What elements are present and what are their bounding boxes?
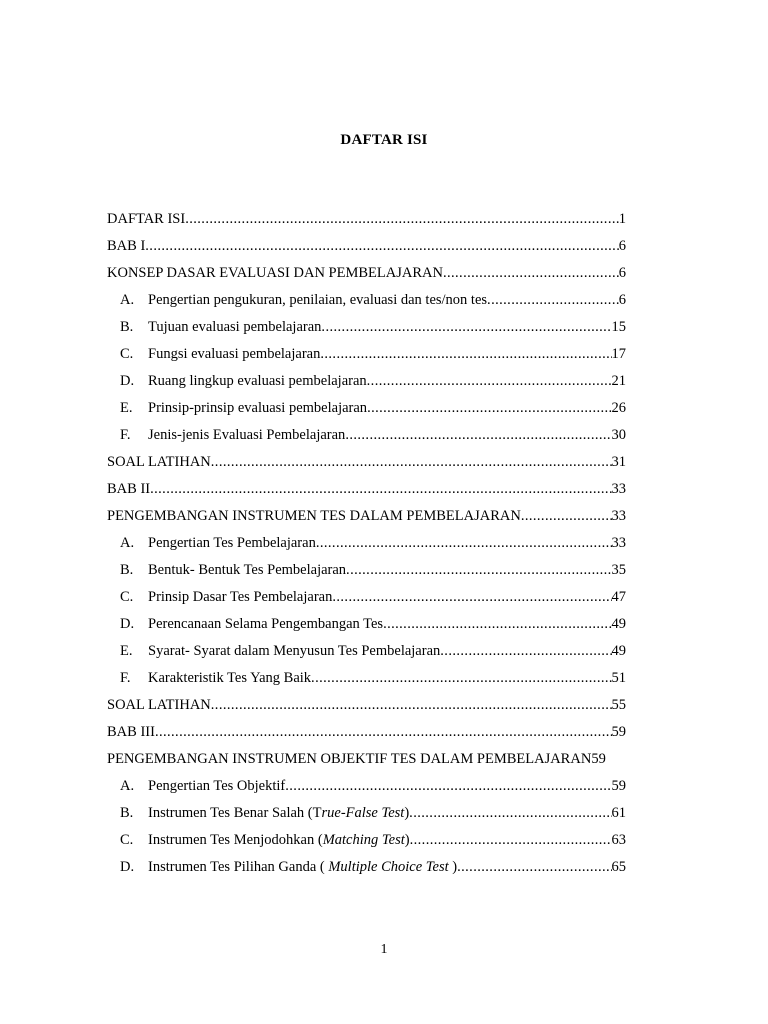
toc-entry-label: [107, 719, 155, 746]
toc-entry-label-italic: Matching Test: [322, 832, 405, 848]
toc-entry[interactable]: [107, 557, 626, 584]
toc-entry-label-text: Jenis-jenis Evaluasi Pembelajaran: [148, 427, 346, 443]
toc-entry[interactable]: [107, 827, 626, 854]
toc-entry-letter: D.: [120, 859, 135, 875]
toc-entry-page: 6: [618, 238, 626, 254]
toc-entry-label: [107, 206, 185, 233]
toc-entry-label: [148, 341, 320, 368]
page-number: 1: [380, 942, 388, 957]
toc-entry-page: 55: [611, 697, 626, 713]
toc-entry-page: 31: [611, 454, 626, 470]
toc-entry-label-text: Syarat- Syarat dalam Menyusun Tes Pembelajaran: [148, 643, 441, 659]
toc-entry-letter: E.: [120, 400, 133, 416]
toc-entry[interactable]: [107, 503, 626, 530]
toc-entry-label-text: KONSEP DASAR EVALUASI DAN PEMBELAJARAN: [107, 265, 443, 281]
toc-entry-leader-dots: [367, 368, 612, 395]
toc-entry[interactable]: [107, 665, 626, 692]
toc-entry-label-text: Prinsip Dasar Tes Pembelajaran: [148, 589, 333, 605]
toc-entry-leader-dots: [383, 611, 611, 638]
toc-entry-label-text: SOAL LATIHAN: [107, 697, 211, 713]
toc-entry-letter: B.: [120, 319, 134, 335]
toc-entry-label: [148, 665, 311, 692]
toc-entry-page: 63: [611, 832, 626, 848]
toc-entry-page: 59: [611, 778, 626, 794]
toc-entry-label: [107, 503, 521, 530]
toc-entry-label-text: BAB II: [107, 481, 151, 497]
toc-entry-leader-dots: [211, 449, 612, 476]
toc-entry-page: 47: [611, 589, 626, 605]
toc-entry-page: 30: [611, 427, 626, 443]
toc-entry-leader-dots: [409, 800, 611, 827]
toc-entry-letter: B.: [120, 805, 134, 821]
toc-entry[interactable]: [107, 206, 626, 233]
toc-entry-leader-dots: [443, 260, 619, 287]
toc-entry-letter: A.: [120, 778, 135, 794]
toc-entry-letter: A.: [120, 535, 135, 551]
toc-entry[interactable]: [107, 719, 626, 746]
toc-entry-label: [148, 368, 367, 395]
toc-entry-label-text: Instrumen Tes Benar Salah (T: [148, 805, 322, 821]
page-title: DAFTAR ISI: [340, 132, 428, 148]
toc-entry-page: 6: [618, 265, 626, 281]
toc-entry-page: 59: [591, 751, 606, 767]
toc-entry-label-text: DAFTAR ISI: [107, 211, 186, 227]
toc-entry-label-text: Fungsi evaluasi pembelajaran: [148, 346, 321, 362]
toc-entry-page: 33: [611, 535, 626, 551]
toc-entry-label: [148, 773, 285, 800]
toc-entry-leader-dots: [311, 665, 611, 692]
toc-entry-label: [107, 449, 211, 476]
toc-entry-leader-dots: [211, 692, 612, 719]
toc-entry-leader-dots: [346, 557, 611, 584]
toc-entry-label-text: Perencanaan Selama Pengembangan Tes: [148, 616, 384, 632]
toc-entry-leader-dots: [345, 422, 611, 449]
toc-entry-letter: C.: [120, 832, 134, 848]
toc-entry-label: [107, 476, 150, 503]
toc-entry-label-italic: Multiple Choice Test: [328, 859, 449, 875]
toc-entry-letter: D.: [120, 373, 135, 389]
toc-entry-label: [107, 746, 591, 773]
toc-entry-label: [148, 395, 367, 422]
toc-entry-label-text: Prinsip-prinsip evaluasi pembelajaran: [148, 400, 368, 416]
toc-entry-label-text: SOAL LATIHAN: [107, 454, 211, 470]
toc-entry-letter: B.: [120, 562, 134, 578]
toc-entry-label-text: Bentuk- Bentuk Tes Pembelajaran: [148, 562, 347, 578]
toc-entry-label-italic: rue-False Test: [321, 805, 405, 821]
toc-entry-leader-dots: [285, 773, 611, 800]
toc-entry-label-suffix: ): [404, 805, 410, 821]
toc-entry-letter: D.: [120, 616, 135, 632]
table-of-contents: [107, 206, 626, 881]
toc-entry-letter: E.: [120, 643, 133, 659]
toc-entry-label-text: BAB III: [107, 724, 155, 740]
toc-entry-page: 49: [611, 643, 626, 659]
toc-entry-label-text: PENGEMBANGAN INSTRUMEN OBJEKTIF TES DALAM PEMBELAJARAN: [107, 751, 592, 767]
toc-entry-leader-dots: [367, 395, 611, 422]
toc-entry-label: [148, 638, 440, 665]
toc-entry[interactable]: [107, 233, 626, 260]
toc-entry-label-suffix: ): [448, 859, 458, 875]
toc-entry[interactable]: [107, 368, 626, 395]
toc-entry-label: [107, 692, 211, 719]
toc-entry-letter: F.: [120, 670, 131, 686]
toc-entry[interactable]: [107, 314, 626, 341]
toc-entry[interactable]: [107, 746, 626, 773]
toc-entry-label-suffix: ): [404, 832, 410, 848]
toc-entry-label: [107, 233, 145, 260]
toc-entry-letter: A.: [120, 292, 135, 308]
toc-entry-page: 59: [611, 724, 626, 740]
toc-entry-leader-dots: [155, 719, 612, 746]
toc-entry[interactable]: [107, 395, 626, 422]
toc-entry-label: [148, 530, 316, 557]
toc-entry-label: [148, 854, 457, 881]
toc-entry-label-text: Pengertian Tes Objektif: [148, 778, 286, 794]
toc-entry-leader-dots: [150, 476, 611, 503]
toc-entry[interactable]: [107, 773, 626, 800]
toc-entry-label: [148, 584, 332, 611]
toc-entry-label: [148, 611, 383, 638]
toc-entry-page: 17: [611, 346, 626, 362]
toc-entry-page: 6: [618, 292, 626, 308]
toc-entry-label: [107, 260, 443, 287]
toc-entry-leader-dots: [440, 638, 611, 665]
toc-entry-leader-dots: [410, 827, 612, 854]
toc-entry-leader-dots: [145, 233, 618, 260]
toc-entry-leader-dots: [521, 503, 612, 530]
toc-entry[interactable]: [107, 341, 626, 368]
toc-entry-label-text: Pengertian Tes Pembelajaran: [148, 535, 316, 551]
toc-entry[interactable]: [107, 854, 626, 881]
toc-entry-label: [148, 314, 321, 341]
toc-entry-label-text: Pengertian pengukuran, penilaian, evaluasi dan tes/non tes: [148, 292, 488, 308]
toc-entry-label-text: BAB I: [107, 238, 146, 254]
toc-entry-letter: C.: [120, 346, 134, 362]
toc-entry-leader-dots: [185, 206, 619, 233]
toc-entry-leader-dots: [457, 854, 611, 881]
toc-entry[interactable]: [107, 287, 626, 314]
toc-entry-page: 49: [611, 616, 626, 632]
toc-entry[interactable]: [107, 800, 626, 827]
toc-entry-label: [148, 287, 487, 314]
toc-entry-label-text: PENGEMBANGAN INSTRUMEN TES DALAM PEMBELAJARAN: [107, 508, 521, 524]
toc-entry-page: 33: [611, 481, 626, 497]
toc-entry-label-text: Tujuan evaluasi pembelajaran: [148, 319, 322, 335]
toc-entry-page: 35: [611, 562, 626, 578]
toc-entry-page: 65: [611, 859, 626, 875]
toc-entry-label-text: Ruang lingkup evaluasi pembelajaran: [148, 373, 367, 389]
toc-entry-label: [148, 800, 409, 827]
toc-entry[interactable]: [107, 422, 626, 449]
toc-entry-letter: F.: [120, 427, 131, 443]
toc-entry-label: [148, 557, 346, 584]
toc-entry-page: 21: [611, 373, 626, 389]
toc-entry-label: [148, 422, 345, 449]
toc-entry-label-text: Karakteristik Tes Yang Baik: [148, 670, 312, 686]
toc-entry-page: 61: [611, 805, 626, 821]
toc-entry-page: 26: [611, 400, 626, 416]
toc-entry[interactable]: [107, 449, 626, 476]
toc-entry-label-text: Instrumen Tes Pilihan Ganda (: [148, 859, 329, 875]
toc-entry[interactable]: [107, 260, 626, 287]
toc-entry-label: [148, 827, 410, 854]
toc-entry-leader-dots: [321, 314, 611, 341]
toc-entry-letter: C.: [120, 589, 134, 605]
toc-entry[interactable]: [107, 638, 626, 665]
toc-entry-leader-dots: [332, 584, 611, 611]
toc-entry-page: 51: [611, 670, 626, 686]
toc-entry-page: 33: [611, 508, 626, 524]
toc-entry-leader-dots: [316, 530, 612, 557]
toc-entry-page: 15: [611, 319, 626, 335]
toc-entry[interactable]: [107, 530, 626, 557]
toc-entry[interactable]: [107, 692, 626, 719]
toc-entry-page: 1: [618, 211, 626, 227]
toc-entry[interactable]: [107, 584, 626, 611]
toc-entry-leader-dots: [320, 341, 611, 368]
toc-entry-label-text: Instrumen Tes Menjodohkan (: [148, 832, 323, 848]
toc-entry[interactable]: [107, 611, 626, 638]
toc-entry[interactable]: [107, 476, 626, 503]
toc-entry-leader-dots: [487, 287, 619, 314]
